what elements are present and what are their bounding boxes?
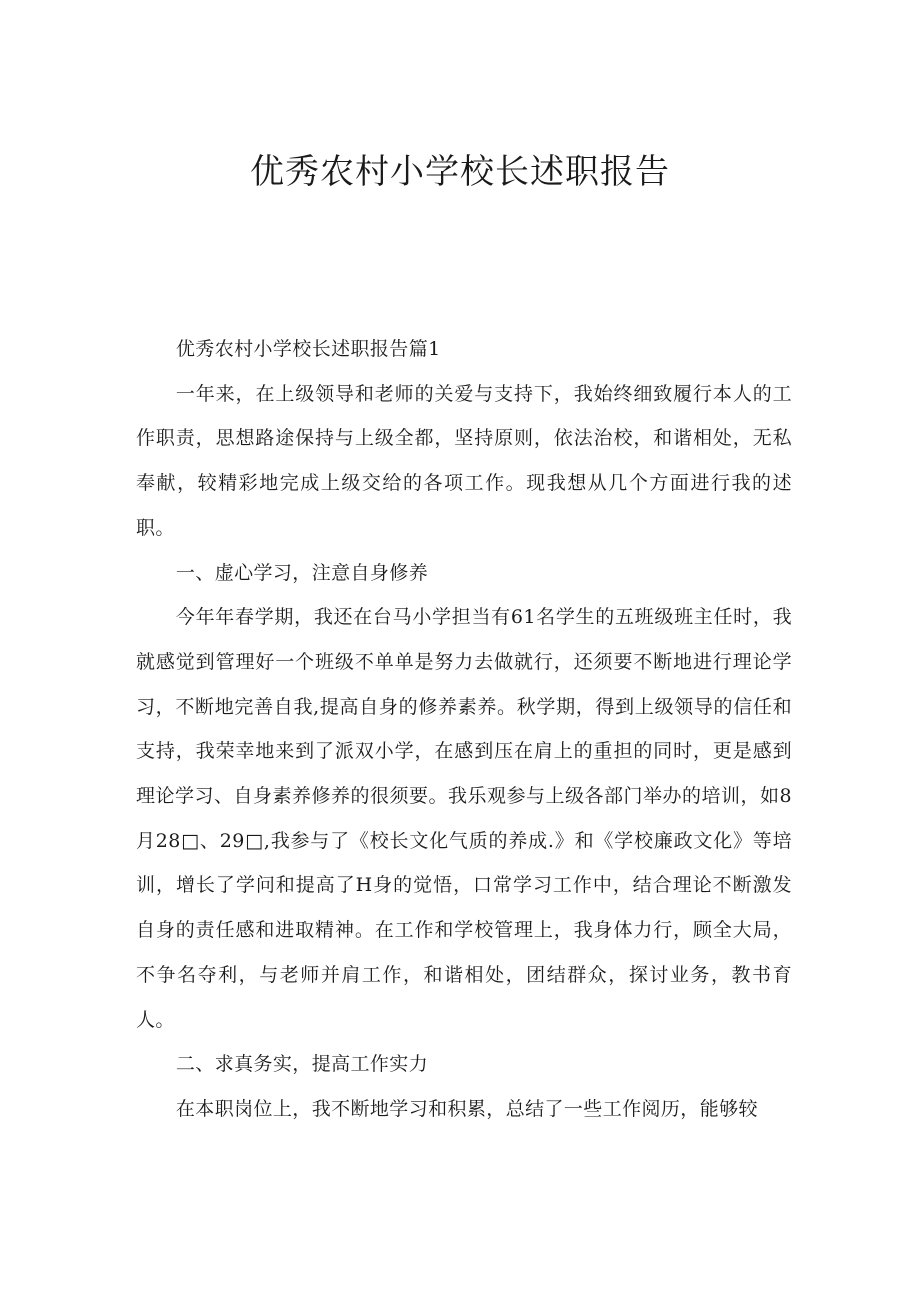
body-paragraph-1: 今年年春学期，我还在台马小学担当有61名学生的五班级班主任时，我就感觉到管理好一个班级不单单是努力去做就行，还须要不断地进行理论学习，不断地完善自我,提高自身的修养素养。秋学期，得到上级领导的信任和支持，我荣幸地来到了派双小学，在感到压在肩上的重担的同时，更是感到理论学习、自身素养修养的很须要。我乐观参与上级各部门举办的培训，如8月28□、29□,我参与了《校长文化气质的养成.》和《学校廉政文化》等培训，增长了学问和提高了H身的觉悟，口常学习工作中，结合理论不断激发自身的责任感和进取精神。在工作和学校管理上，我身体力行，顾全大局，不争名夺利，与老师并肩工作，和谐相处，团结群众，探讨业务，教书育人。: [136, 606, 792, 1031]
section-heading-1: 一、虚心学习，注意自身修养: [175, 561, 429, 584]
document-title: 优秀农村小学校长述职报告: [250, 152, 670, 192]
document-body: [136, 327, 792, 1132]
body-paragraph-2: 在本职岗位上，我不断地学习和积累，总结了一些工作阅历，能够较: [175, 1097, 758, 1120]
intro-paragraph: 一年来，在上级领导和老师的关爱与支持下，我始终细致履行本人的工作职责，思想路途保持与上级全都，坚持原则，依法治校，和谐相处，无私奉献，较精彩地完成上级交给的各项工作。现我想从几个方面进行我的述职。: [136, 382, 792, 539]
section-heading-part-1: 优秀农村小学校长述职报告篇1: [175, 338, 441, 360]
section-heading-2: 二、求真务实，提高工作实力: [175, 1053, 429, 1076]
